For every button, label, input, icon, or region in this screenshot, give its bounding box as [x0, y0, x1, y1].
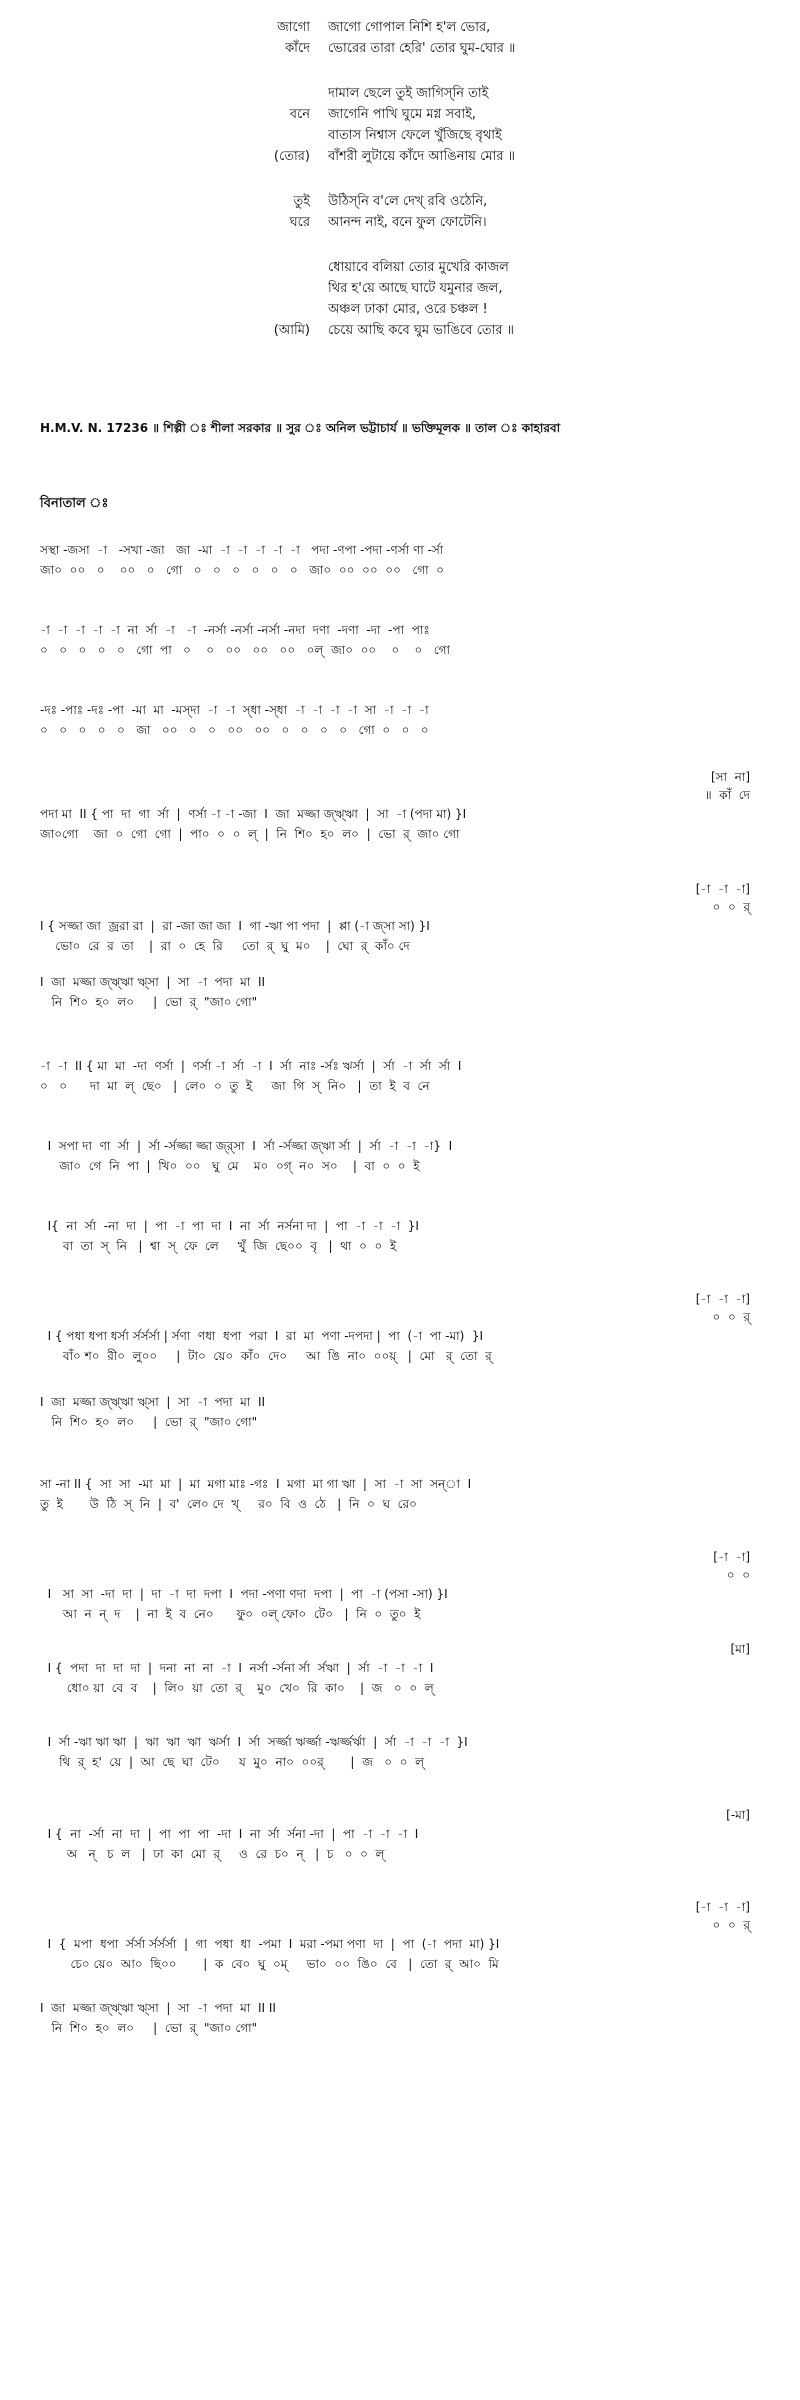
lyric-syllable-line: ধো০ য়া বে ব | লি০ য়া তো র্‌ মু০ খে০ রি কা০ | জ ০ ০ ল্‌	[66, 1681, 434, 1695]
lyric-text: বাঁশরী লুটায়ে কাঁদে আঙিনায় মোর ॥	[328, 149, 515, 164]
notation-block	[40, 1216, 760, 1256]
bracket-annotation: [সা না]	[710, 770, 750, 784]
swara-line: I { পদা দা দা দা | দনা না না -া I নর্সা -র্সনা র্সা র্সঋা | র্সা -া -া -া I	[40, 1661, 434, 1675]
notation-block	[40, 1640, 760, 1698]
song-lyrics	[228, 18, 648, 342]
swara-line: সা -না II { সা সা -মা মা | মা মগা মাঃ -গঃ I মগা মা গা ঋা | সা -া সা সন্‌া I	[40, 1477, 472, 1491]
lyric-text: আনন্দ নাই, বনে ফুল ফোটেনি।	[328, 215, 487, 230]
stanza-gap	[228, 60, 648, 84]
lyric-syllable-line: ০ ০ দা মা ল্‌ ছে০ | লে০ ০ তু ই জা গি স্‌ নি০ | তা ই ব নে	[40, 1079, 430, 1093]
lyric-line	[228, 321, 648, 342]
bracket-annotation: [-মা]	[726, 1808, 750, 1822]
lyric-syllable-line: নি শি০ হ০ ল০ | ভো র্‌ "জা০ গো"	[40, 995, 258, 1009]
lyric-line	[228, 213, 648, 234]
lyric-text: দামাল ছেলে তুই জাগিস্‌নি তাই	[328, 86, 489, 101]
swara-line: I { সজ্জা জা জ্ররা রা | রা -জা জা জা I গা -ঋা পা পদা | প্পা (-া জ্সা সা) }I	[40, 919, 430, 933]
stanza-gap	[228, 168, 648, 192]
notation-block	[40, 1290, 760, 1366]
lyric-line	[228, 84, 648, 105]
lyric-prefix: (তোর)	[273, 149, 310, 164]
lyric-text: অঞ্চল ঢাকা মোর, ওরে চঞ্চল !	[328, 302, 488, 317]
swara-line: I সপা দা ণা র্সা | র্সা -র্সজ্জা জ্জা জ্র্সা I র্সা -র্সজ্জা জ্ঋা র্সা | র্সা -া -া -া} I	[40, 1139, 453, 1153]
lyric-syllable-line: থি র্‌ হ' য়ে | আ ছে ঘা টে০ য মু০ না০ ০০র্‌ | জ ০ ০ ল্‌	[59, 1755, 425, 1769]
swara-line: I { পধা ধপা ধর্সা র্সর্সর্সা | র্সণা ণধা ধপা পরা I রা মা পণা -দপদা | পা (-া পা -মা) }I	[40, 1329, 484, 1343]
notation-block	[40, 620, 760, 660]
notation-block	[40, 1056, 760, 1096]
notation-block	[40, 1392, 760, 1432]
lyric-syllable-line: ০ ০ ০ ০ ০ গো পা ০ ০ ০০ ০০ ০০ ০ল্‌ জা০ ০০ ০ ০ গো	[40, 643, 451, 657]
lyric-text: চেয়ে আছি কবে ঘুম ভাঙিবে তোর ॥	[328, 323, 515, 338]
lyric-line	[228, 300, 648, 321]
lyric-text: ধোয়াবে বলিয়া তোর মুখেরি কাজল	[328, 260, 509, 275]
swara-line: I জা মজ্জা জ্ঋ্ঋা ঋ্সা | সা -া পদা মা II	[40, 975, 266, 989]
lyric-text: জাগেনি পাখি ঘুমে মগ্ন সবাই,	[328, 107, 476, 122]
notation-block	[40, 1998, 760, 2038]
lyric-text: উঠিস্‌নি ব'লে দেখ্‌ রবি ওঠেনি,	[328, 194, 488, 209]
swara-line: I সা সা -দা দা | দা -া দা দপা I পদা -পণা ণদা দপা | পা -া (পসা -সা) }I	[40, 1587, 448, 1601]
notation-block	[40, 1136, 760, 1176]
lyric-line	[228, 147, 648, 168]
lyric-syllable-line: বাঁ০ শ০ রী০ লু০০ | টা০ য়ে০ কাঁ০ দে০ আ ঙি না০ ০০য়্‌ | মো র্‌ তো র্‌	[62, 1349, 492, 1363]
lyric-text: বাতাস নিশ্বাস ফেলে খুঁজিছে বৃথাই	[328, 128, 502, 143]
bracket-annotation: [-া -া]	[713, 1550, 750, 1564]
taal-heading: বিনাতাল ঃ	[40, 496, 109, 511]
lyric-syllable-line: জা০গো জা ০ গো গো | পা০ ০ ০ ল্‌ | নি শি০ হ০ ল০ | ভো র্‌ জা০ গো	[40, 827, 460, 841]
swara-line: সস্থা -জসা -া -সখা -জা জা -মা -া -া -া -া -া পদা -ণপা -পদা -ণর্সা ণা -র্সা	[40, 543, 444, 557]
notation-block	[40, 1548, 760, 1624]
swara-line: -া -া II { মা মা -দা ণর্সা | ণর্সা -া র্সা -া I র্সা নাঃ -র্সঃ ঋর্সা | র্সা -া র্সা র্সা I	[40, 1059, 462, 1073]
lyric-syllable-line: বা তা স্‌ নি | শ্বা স্‌ ফে লে খুঁ জি ছে০০ বৃ | থা ০ ০ ই	[40, 1239, 397, 1253]
lyric-syllable-line: আ ন ন্‌ দ | না ই ব নে০ ফু০ ০ল্‌ ফো০ টে০ | নি ০ তু০ ই	[40, 1607, 421, 1621]
swara-line: I জা মজ্জা জ্ঋ্ঋা ঋ্সা | সা -া পদা মা II II	[40, 2001, 276, 2015]
lyric-line	[228, 18, 648, 39]
lyric-prefix: ঘরে	[289, 215, 310, 230]
lyric-syllable-line: জা০ ০০ ০ ০০ ০ গো ০ ০ ০ ০ ০ ০ জা০ ০০ ০০ ০০ গো ০	[40, 563, 444, 577]
bracket-annotation: [-া -া -া]	[695, 1292, 750, 1306]
swara-line: পদা মা II { পা দা গা র্সা | ণর্সা -া -া -জা I জা মজ্জা জ্ঋ্ঋা | সা -া (পদা মা) }I	[40, 807, 467, 821]
bracket-annotation: ০ ০ র্‌	[712, 900, 750, 914]
lyric-syllable-line: ভো০ রে র তা | রা ০ হে রি তো র্‌ ঘু ম০ | ঘো র্‌ কাঁ০ দে	[40, 939, 410, 953]
lyric-line	[228, 258, 648, 279]
lyric-prefix: তুই	[293, 194, 310, 209]
lyric-line	[228, 39, 648, 60]
lyric-line	[228, 192, 648, 213]
lyric-prefix: কাঁদে	[285, 41, 310, 56]
stanza-gap	[228, 234, 648, 258]
bracket-annotation: ০ ০	[726, 1568, 750, 1582]
swara-line: I { মপা ধপা র্সর্সা র্সর্সর্সা | গা পধা ধা -পমা I মরা -পমা পণা দা | পা (-া পদা মা) }I	[40, 1937, 500, 1951]
notation-block	[40, 540, 760, 580]
lyric-syllable-line: অ ন্‌ চ ল | ঢা কা মো র্‌ ও রে চ০ ন্‌ | চ ০ ০ ল্‌	[66, 1847, 385, 1861]
lyric-prefix: জাগো	[277, 20, 310, 35]
notation-block	[40, 700, 760, 740]
bracket-annotation: ০ ০ র্‌	[712, 1918, 750, 1932]
bracket-annotation: [-া -া -া]	[695, 882, 750, 896]
swara-line: I জা মজ্জা জ্ঋ্ঋা ঋ্সা | সা -া পদা মা II	[40, 1395, 266, 1409]
swara-line: -দঃ -পাঃ -দঃ -পা -মা মা -মস্দা -া -া স্ধা -স্ধা -া -া -া -া সা -া -া -া	[40, 703, 429, 717]
lyric-syllable-line: নি শি০ হ০ ল০ | ভো র্‌ "জা০ গো"	[40, 2021, 258, 2035]
notation-block	[40, 880, 760, 956]
lyric-prefix: বনে	[289, 107, 310, 122]
lyric-syllable-line: চে০ য়ে০ আ০ ছি০০ | ক বে০ ঘু ০ম্‌ ভা০ ০০ ঙি০ বে | তো র্‌ আ০ মি	[40, 1957, 499, 1971]
notation-block	[40, 1732, 760, 1772]
lyric-syllable-line: নি শি০ হ০ ল০ | ভো র্‌ "জা০ গো"	[40, 1415, 258, 1429]
swara-line: I{ না র্সা -না দা | পা -া পা দা I না র্সা নর্সনা দা | পা -া -া -া }I	[40, 1219, 419, 1233]
bracket-annotation: [মা]	[730, 1642, 750, 1656]
lyric-text: জাগো গোপাল নিশি হ'ল ভোর,	[328, 20, 491, 35]
swara-line: I { না -র্সা না দা | পা পা পা -দা I না র্সা র্সনা -দা | পা -া -া -া I	[40, 1827, 419, 1841]
lyric-syllable-line: জা০ গে নি পা | খি০ ০০ ঘু মে ম০ ০গ্‌ ন০ স০ | বা ০ ০ ই	[40, 1159, 420, 1173]
notation-block	[40, 1474, 760, 1514]
lyric-prefix: (আমি)	[273, 323, 310, 338]
lyric-text: থির হ'য়ে আছে ঘাটে যমুনার জল,	[328, 281, 503, 296]
notation-block	[40, 1898, 760, 1974]
lyric-line	[228, 126, 648, 147]
bracket-annotation: [-া -া -া]	[695, 1900, 750, 1914]
lyric-syllable-line: তু ই উ ঠি স্‌ নি | ব' লে০ দে খ্‌ র০ বি ও ঠে | নি ০ ঘ রে০	[40, 1497, 417, 1511]
swara-line: I র্সা -ঋা ঋা ঋা | ঋা ঋা ঋা ঋর্সা I র্সা সর্জ্জা ঋর্জ্জা -ঋর্জ্জর্ঋা | র্সা -া -া -া }I	[40, 1735, 468, 1749]
lyric-line	[228, 105, 648, 126]
notation-block	[40, 1806, 760, 1864]
lyric-syllable-line: ০ ০ ০ ০ ০ জা ০০ ০ ০ ০০ ০০ ০ ০ ০ ০ গো ০ ০ ০	[40, 723, 429, 737]
bracket-annotation: ॥ কাঁ দে	[704, 788, 750, 802]
bracket-annotation: ০ ০ র্‌	[712, 1310, 750, 1324]
lyric-text: ভোরের তারা হেরি' তোর ঘুম-ঘোর ॥	[328, 41, 516, 56]
swara-line: -া -া -া -া -া না র্সা -া -া -নর্সা -নর্সা -নর্সা -নদা দণা -দণা -দা -পা পাঃ	[40, 623, 430, 637]
notation-block	[40, 768, 760, 844]
record-credits: H.M.V. N. 17236 ॥ শিল্পী ঃ শীলা সরকার ॥ সুর ঃ অনিল ভট্টাচার্য ॥ ভক্তিমূলক ॥ তাল ঃ কাহারবা	[40, 421, 561, 435]
notation-block	[40, 972, 760, 1012]
lyric-line	[228, 279, 648, 300]
